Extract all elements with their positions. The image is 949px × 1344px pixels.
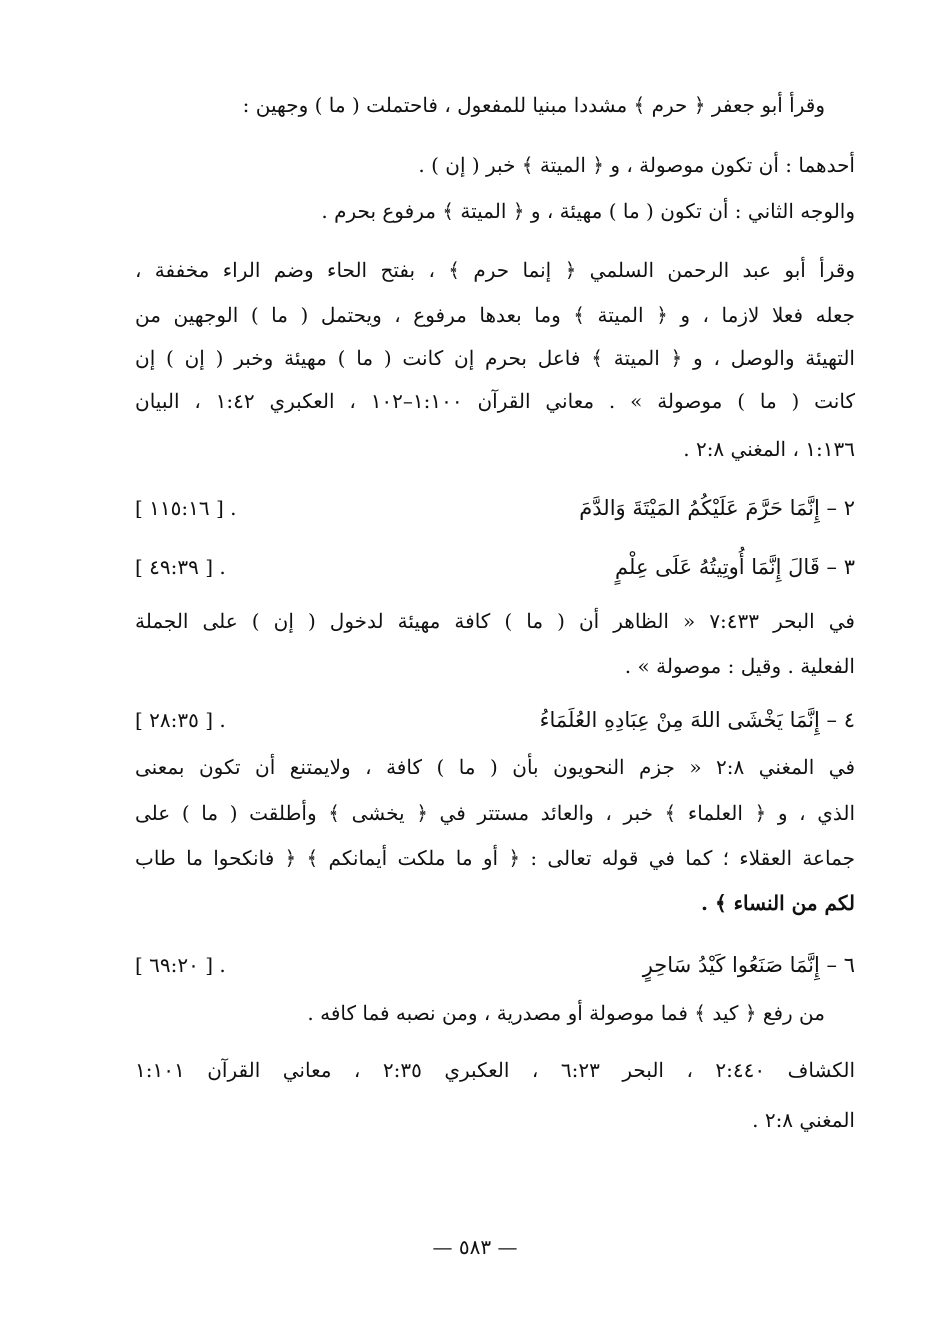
entry3-verse: ٣ – قَالَ إِنَّمَا أُوتِيتُهُ عَلَى عِلْمٍ [615, 555, 855, 579]
entry3-reference: [ ٤٩:٣٩ ] . [135, 555, 226, 579]
paragraph3-line2: جعله فعلا لازما ، و ﴿ الميتة ﴾ وما بعدها مرفوع ، ويحتمل ( ما ) الوجهين من [135, 303, 855, 327]
entry6-verse: ٦ – إِنَّمَا صَنَعُوا كَيْدُ سَاحِرٍ [642, 953, 855, 977]
entry3-note-line2: الفعلية . وقيل : موصولة » . [624, 654, 855, 678]
paragraph1-line1: وقرأ أبو جعفر ﴿ حرم ﴾ مشددا مبنيا للمفعول ، فاحتملت ( ما ) وجهين : [242, 93, 825, 117]
entry4-note-line3: جماعة العقلاء ؛ كما في قوله تعالى : ﴿ أو ما ملكت أيمانكم ﴾ ﴿ فانكحوا ما طاب [135, 846, 855, 870]
entry2-verse: ٢ – إِنَّمَا حَرَّمَ عَلَيْكُمُ المَيْتَةَ وَالدَّمَ [579, 496, 855, 520]
sources-line2: المغني ٢:٨ . [752, 1108, 855, 1132]
entry4-note-line1: في المغني ٢:٨ « جزم النحويون بأن ( ما ) كافة ، ولايمتنع أن تكون بمعنى [135, 755, 856, 779]
entry6-reference: [ ٦٩:٢٠ ] . [135, 953, 226, 977]
entry4-verse: ٤ – إِنَّمَا يَخْشَى اللهَ مِنْ عِبَادِهِ العُلَمَاءُ [539, 708, 855, 732]
entry2-reference: [ ١١٥:١٦ ] . [135, 496, 237, 520]
paragraph2-line1: أحدهما : أن تكون موصولة ، و ﴿ الميتة ﴾ خبر ( إن ) . [418, 153, 855, 177]
entry4-reference: [ ٢٨:٣٥ ] . [135, 708, 226, 732]
paragraph3-line3: التهيئة والوصل ، و ﴿ الميتة ﴾ فاعل بحرم إن كانت ( ما ) مهيئة وخبر ( إن ) إن [135, 346, 855, 370]
entry4-note-line4: لكم من النساء ﴾ . [701, 891, 855, 915]
sources-line1: الكشاف ٢:٤٤٠ ، البحر ٦:٢٣ ، العكبري ٢:٣٥ ، معاني القرآن ١:١٠١ [135, 1058, 855, 1082]
paragraph3-line1: وقرأ أبو عبد الرحمن السلمي ﴿ إنما حرم ﴾ ، بفتح الحاء وضم الراء مخففة ، [135, 258, 855, 282]
page-number: — ٥٨٣ — [432, 1235, 518, 1259]
entry3-note-line1: في البحر ٧:٤٣٣ « الظاهر أن ( ما ) كافة مهيئة لدخول ( إن ) على الجملة [135, 609, 855, 633]
paragraph2-line2: والوجه الثاني : أن تكون ( ما ) مهيئة ، و ﴿ الميتة ﴾ مرفوع بحرم . [321, 199, 855, 223]
paragraph3-line4: كانت ( ما ) موصولة » . معاني القرآن ١:١٠٠–١٠٢ ، العكبري ١:٤٢ ، البيان [135, 389, 855, 413]
entry6-note-line1: من رفع ﴿ كيد ﴾ فما موصولة أو مصدرية ، ومن نصبه فما كافه . [307, 1001, 825, 1025]
entry4-note-line2: الذي ، و ﴿ العلماء ﴾ خبر ، والعائد مستتر في ﴿ يخشى ﴾ وأطلقت ( ما ) على [135, 801, 856, 825]
paragraph3-line5: ١:١٣٦ ، المغني ٢:٨ . [683, 437, 855, 461]
